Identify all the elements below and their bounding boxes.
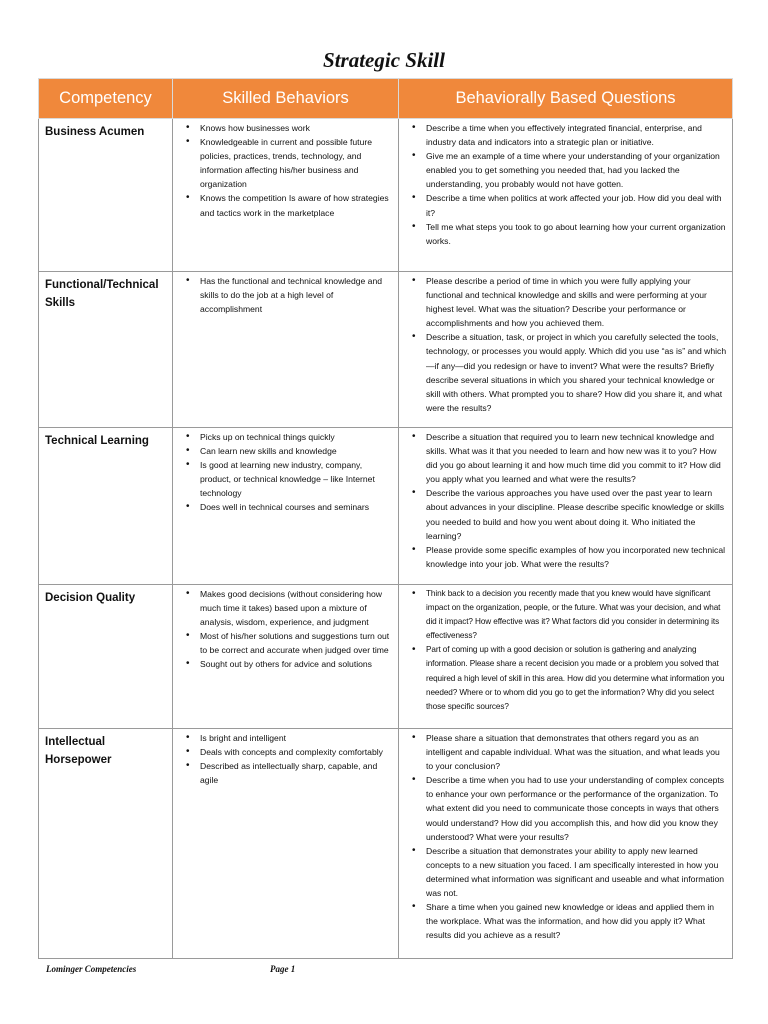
behavior-item: • Described as intellectually sharp, capable, and agile (200, 759, 394, 787)
competency-name: Business Acumen (39, 119, 173, 272)
competency-name: Technical Learning (39, 428, 173, 585)
header-competency: Competency (39, 79, 173, 119)
questions-cell (399, 119, 733, 272)
behaviors-cell (173, 585, 399, 729)
questions-cell (399, 585, 733, 729)
behavior-item: • Deals with concepts and complexity comfortably (200, 745, 394, 759)
question-item: • Describe a time when you had to use your understanding of complex concepts to enhance your own performance or the performance of the organization. To what extent did you need to communicate those concepts in ways that others would understand? How did you accomplish this, and how did you know they understood? What were your results? (426, 773, 728, 843)
question-item: • Please provide some specific examples of how you incorporated new technical knowledge into your job. What were the results? (426, 543, 728, 571)
page-number: Page 1 (270, 964, 296, 974)
behavior-item: • Is good at learning new industry, company, product, or technical knowledge – like Internet technology (200, 458, 394, 500)
behavior-item: • Makes good decisions (without considering how much time it takes) based upon a mixture of analysis, wisdom, experience, and judgment (200, 587, 394, 629)
table-row (39, 428, 733, 585)
table-header-row (39, 79, 733, 119)
questions-cell (399, 729, 733, 959)
behavior-item: • Picks up on technical things quickly (200, 430, 394, 444)
behaviors-cell (173, 272, 399, 428)
question-item: • Share a time when you gained new knowledge or ideas and applied them in the workplace. What was the information, and how did you apply it? What results did you achieve as a result? (426, 900, 728, 942)
behaviors-cell (173, 119, 399, 272)
competency-name: Decision Quality (39, 585, 173, 729)
behavior-item: • Knows how businesses work (200, 121, 394, 135)
question-item: • Describe a time when you effectively integrated financial, enterprise, and industry data and indicators into a strategic plan or initiative. (426, 121, 728, 149)
footer-source: Lominger Competencies (46, 964, 137, 974)
question-item: • Tell me what steps you took to go about learning how your current organization works. (426, 220, 728, 248)
behavior-item: • Is bright and intelligent (200, 731, 394, 745)
table-row (39, 585, 733, 729)
question-item: • Describe a situation, task, or project in which you carefully selected the tools, technology, or processes you would apply. Which did you use “as is” and which—if any—did you redesign or have to invent? What were the results? Briefly describe several situations in which you shared your technical knowledge or skill with others. What prompted you to share? How did you share it, and what were the results? (426, 330, 728, 415)
competency-name: Functional/Technical Skills (39, 272, 173, 428)
table-row (39, 272, 733, 428)
header-behavioral-questions: Behaviorally Based Questions (399, 79, 733, 119)
question-item: • Please share a situation that demonstrates that others regard you as an intelligent and capable individual. What was the situation, and what leads you to your conclusion? (426, 731, 728, 773)
question-item: • Please describe a period of time in which you were fully applying your functional and technical knowledge and skills and were performing at your highest level. What was the situation? Describe your performance or accomplishments and how you achieved them. (426, 274, 728, 330)
questions-cell (399, 272, 733, 428)
competency-table (38, 78, 733, 959)
question-item: • Describe the various approaches you have used over the past year to learn about advances in your discipline. Please describe specific knowledge or skills you needed to build and how you went about doing it. Who initiated the learning? (426, 486, 728, 542)
behavior-item: • Knowledgeable in current and possible future policies, practices, trends, technology, and information affecting his/her business and organization (200, 135, 394, 191)
question-item: • Describe a situation that demonstrates your ability to apply new learned concepts to a new situation you faced. I am specifically interested in how you determined what information was significant and useable and what information was not. (426, 844, 728, 900)
table-row (39, 729, 733, 959)
document-title: Strategic Skill (323, 48, 445, 72)
header-skilled-behaviors: Skilled Behaviors (173, 79, 399, 119)
table-row (39, 119, 733, 272)
questions-cell (399, 428, 733, 585)
behavior-item: • Has the functional and technical knowledge and skills to do the job at a high level of accomplishment (200, 274, 394, 316)
behavior-item: • Knows the competition Is aware of how strategies and tactics work in the marketplace (200, 191, 394, 219)
behavior-item: • Does well in technical courses and seminars (200, 500, 394, 514)
question-item: • Give me an example of a time where your understanding of your organization enabled you to get something you needed that, had you lacked the understanding, you probably would not have gotten. (426, 149, 728, 191)
question-item: • Think back to a decision you recently made that you knew would have significant impact on the organization, people, or the future. What was your decision, and what did it impact? How effective was it? What factors did you consider in determining its effectiveness? (426, 587, 728, 643)
competency-name: Intellectual Horsepower (39, 729, 173, 959)
question-item: • Describe a time when politics at work affected your job. How did you deal with it? (426, 191, 728, 219)
behavior-item: • Sought out by others for advice and solutions (200, 657, 394, 671)
behaviors-cell (173, 428, 399, 585)
behaviors-cell (173, 729, 399, 959)
question-item: • Describe a situation that required you to learn new technical knowledge and skills. What was it that you needed to learn and how new was it to you? How did you go about learning it and how much time did you commit to it? How did you apply what you learned and what were the results? (426, 430, 728, 486)
behavior-item: • Most of his/her solutions and suggestions turn out to be correct and accurate when judged over time (200, 629, 394, 657)
behavior-item: • Can learn new skills and knowledge (200, 444, 394, 458)
question-item: • Part of coming up with a good decision or solution is gathering and analyzing information. Please share a recent decision you made or a problem you solved that required a high level of skill in this area. How did you determine what information you needed? Where or to whom did you go to get the information? Why did you select those specific sources? (426, 643, 728, 713)
